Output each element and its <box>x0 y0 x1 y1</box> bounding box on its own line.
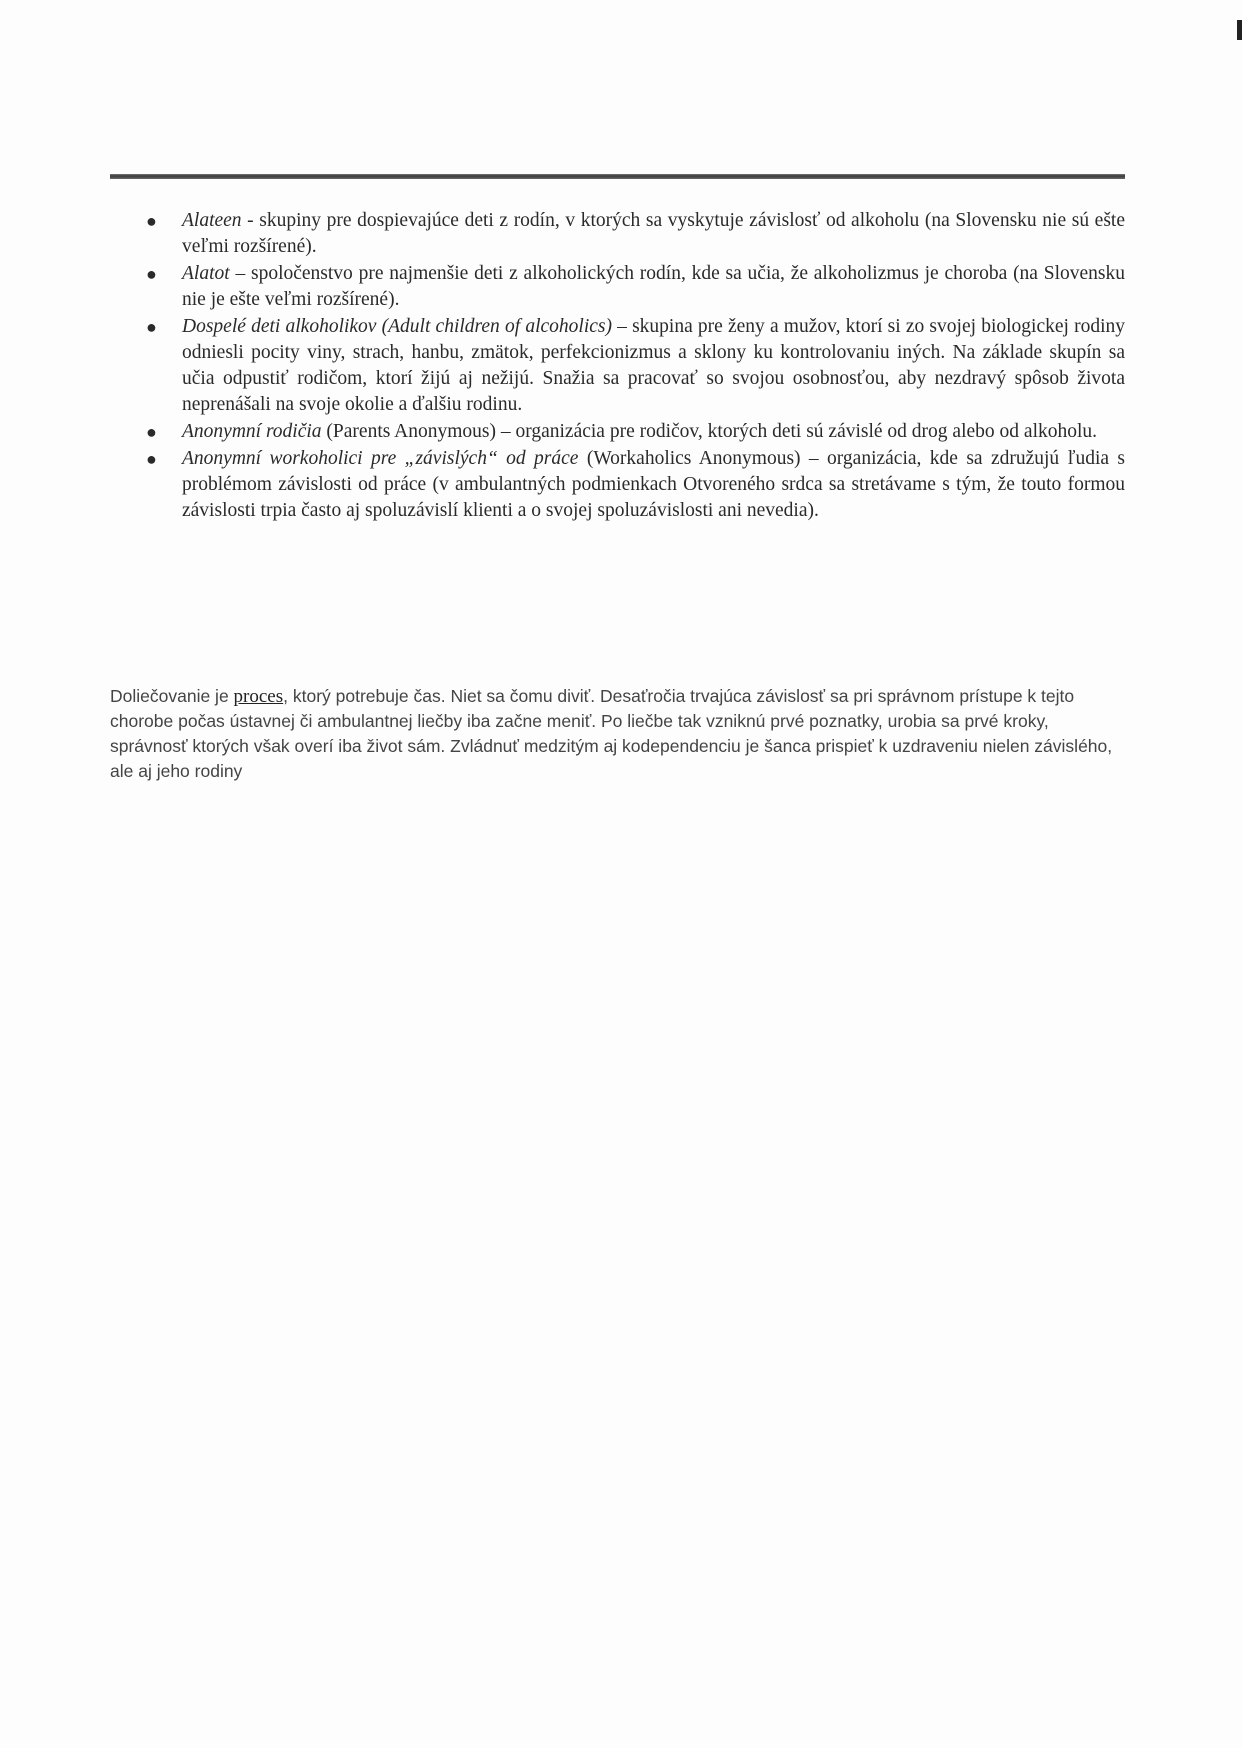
bullet-icon: ● <box>146 317 157 337</box>
list-item-text: – skupina pre ženy a mužov, ktorí si zo svojej biologickej rodiny odniesli pocity viny, strach, hanbu, zmätok, perfekcionizmus a sklony ku kontrolovaniu iných. Na základe skupín sa učia odpustiť rodičom, ktorí žijú aj nežijú. Snažia sa pracovať so svojou osobnosťou, aby nezdravý spôsob života neprenášali na svoje okolie a ďalšiu rodinu. <box>182 316 1126 415</box>
paragraph-text-end: , ktorý potrebuje čas. Niet sa čomu diviť. Desaťročia trvajúca závislosť sa pri správnom prístupe k tejto chorobe počas ústavnej či ambulantnej liečby iba začne meniť. Po liečbe tak vzniknú prvé poznatky, urobia sa prvé kroky, správnosť ktorých však overí iba život sám. Zvládnuť medzitým aj kodependenciu je šanca prispieť k uzdraveniu nielen závislého, ale aj jeho rodiny <box>110 686 1113 781</box>
list-item-term: Anonymní workoholici pre „závislých“ od práce <box>182 448 579 469</box>
list-item-parents-anonymous <box>140 419 1125 445</box>
list-item-alateen <box>140 208 1125 260</box>
paragraph-text-start: Doliečovanie je <box>110 686 234 706</box>
bullet-icon: ● <box>146 264 157 284</box>
underlined-term: proces <box>233 686 284 707</box>
support-groups-list <box>140 208 1125 525</box>
list-item-adult-children <box>140 314 1125 418</box>
list-item-term: Alateen <box>182 210 242 231</box>
list-item-term: Dospelé deti alkoholikov (Adult children of alcoholics) <box>182 316 612 337</box>
header-rule <box>110 174 1125 179</box>
list-item-text: (Workaholics Anonymous) – organizácia, kde sa združujú ľudia s problémom závislosti od práce (v ambulantných podmienkach Otvoreného srdca sa stretávame s tým, že touto formou závislosti trpia často aj spoluzávislí klienti a o svojej spoluzávislosti ani nevedia). <box>182 448 1125 521</box>
list-item-text: (Parents Anonymous) – organizácia pre rodičov, ktorých deti sú závislé od drog alebo od alkoholu. <box>321 421 1098 442</box>
list-item-text: – spoločenstvo pre najmenšie deti z alkoholických rodín, kde sa učia, že alkoholizmus je choroba (na Slovensku nie je ešte veľmi rozšírené). <box>182 263 1125 310</box>
aftercare-paragraph <box>110 684 1120 784</box>
page-edge-mark <box>1237 20 1242 40</box>
list-item-text: - skupiny pre dospievajúce deti z rodín, v ktorých sa vyskytuje závislosť od alkoholu (na Slovensku nie sú ešte veľmi rozšírené). <box>182 210 1125 257</box>
list-item-workaholics <box>140 446 1125 524</box>
list-item-term: Anonymní rodičia <box>182 421 322 442</box>
list-item-term: Alatot <box>182 263 230 284</box>
list-item-alatot <box>140 261 1125 313</box>
bullet-icon: ● <box>146 211 157 231</box>
bullet-icon: ● <box>146 449 157 469</box>
bullet-icon: ● <box>146 422 157 442</box>
